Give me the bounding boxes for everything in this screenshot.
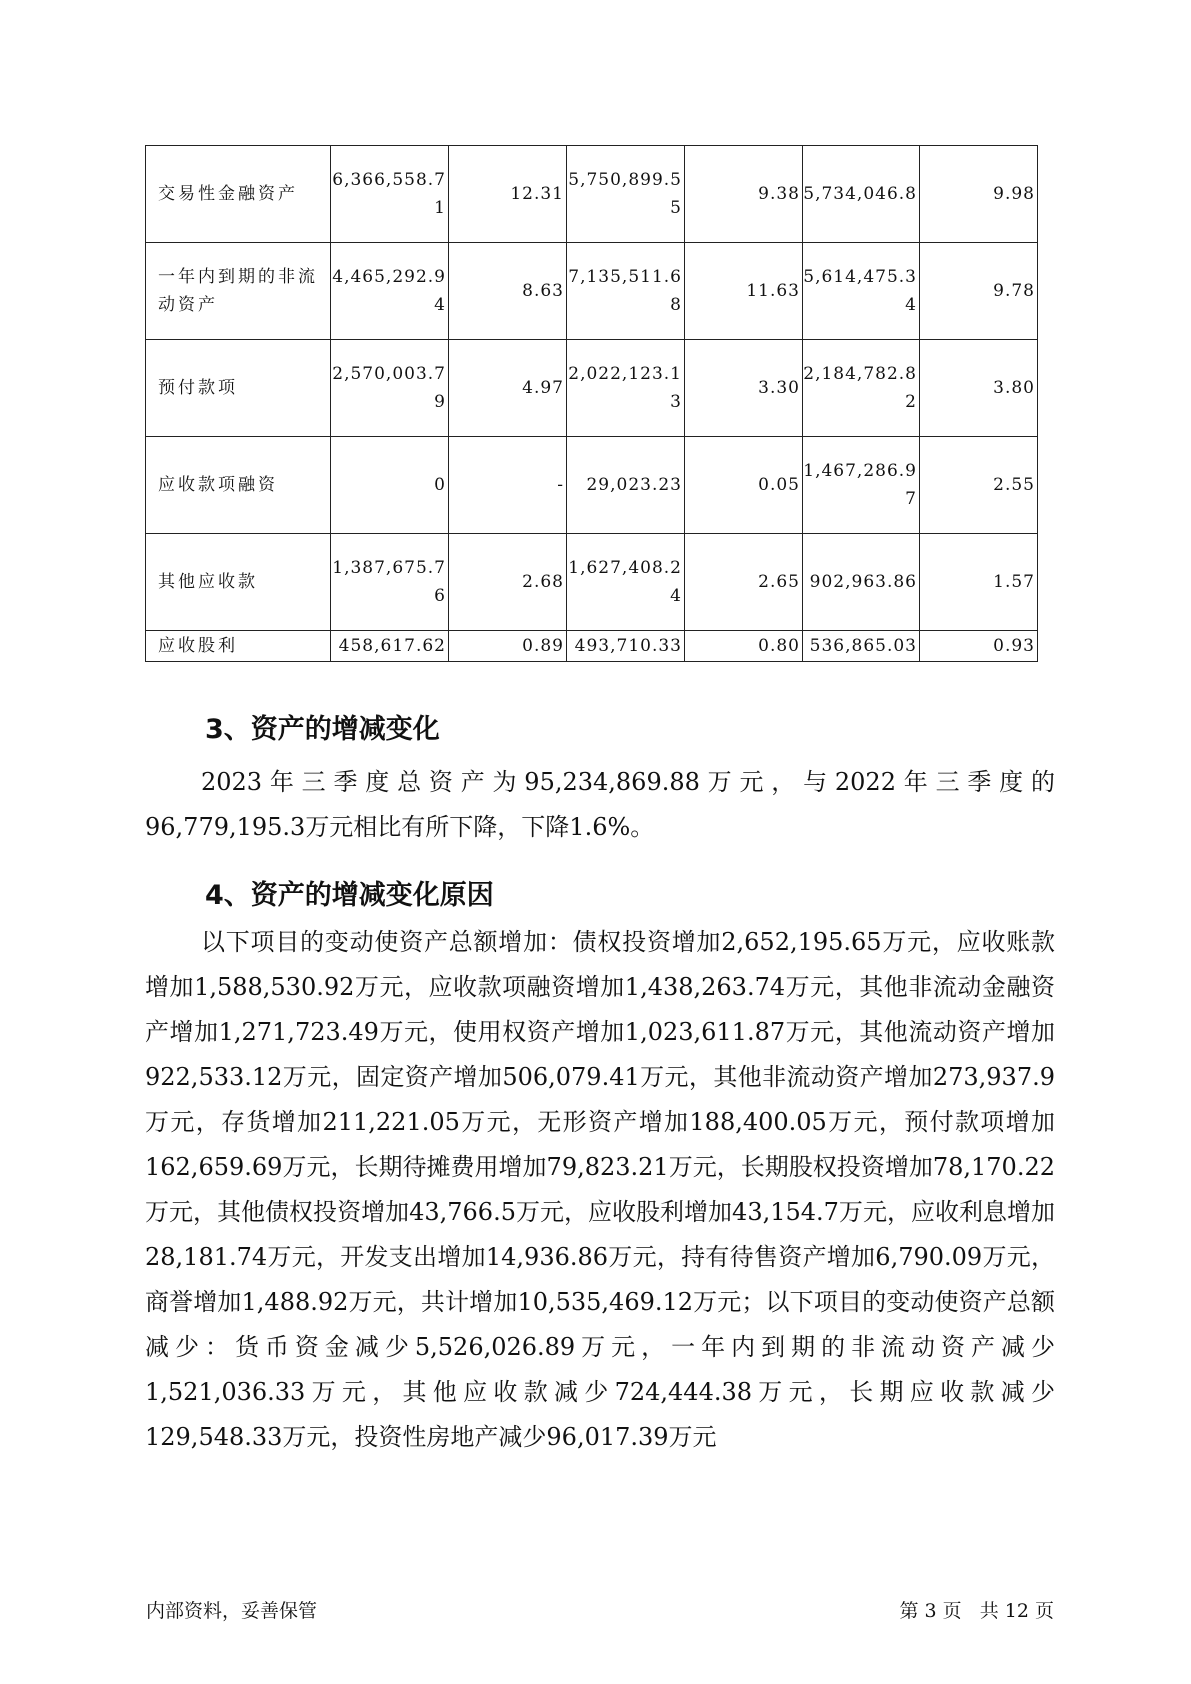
percent-cell: 11.63 — [685, 243, 803, 340]
value-cell: 2,570,003.79 — [331, 340, 449, 437]
value-cell: 1,467,286.97 — [803, 437, 920, 534]
table-row — [146, 340, 1038, 437]
percent-cell: 1.57 — [920, 534, 1038, 631]
page-number: 第 3 页 共 12 页 — [899, 1600, 1054, 1622]
section-heading: 3、资产的增减变化 — [205, 714, 440, 745]
value-cell: 493,710.33 — [567, 631, 685, 662]
value-cell: 1,627,408.24 — [567, 534, 685, 631]
value-cell: 5,750,899.55 — [567, 146, 685, 243]
percent-cell: 3.80 — [920, 340, 1038, 437]
percent-cell: 12.31 — [449, 146, 567, 243]
table-row — [146, 631, 1038, 662]
paragraph: 2023年三季度总资产为95,234,869.88万元，与2022年三季度的96,779,195.3万元相比有所下降，下降1.6%。 — [145, 768, 1055, 841]
value-cell: 2,022,123.13 — [567, 340, 685, 437]
row-name: 交易性金融资产 — [146, 146, 331, 243]
row-name: 预付款项 — [146, 340, 331, 437]
value-cell: 536,865.03 — [803, 631, 920, 662]
value-cell: 4,465,292.94 — [331, 243, 449, 340]
percent-cell: 0.89 — [449, 631, 567, 662]
percent-cell: 3.30 — [685, 340, 803, 437]
percent-cell: 0.93 — [920, 631, 1038, 662]
table-row — [146, 243, 1038, 340]
asset-table — [145, 145, 1038, 662]
percent-cell: 9.78 — [920, 243, 1038, 340]
percent-cell: 4.97 — [449, 340, 567, 437]
table-row — [146, 146, 1038, 243]
row-name: 一年内到期的非流动资产 — [146, 243, 331, 340]
value-cell: 5,614,475.34 — [803, 243, 920, 340]
value-cell: 902,963.86 — [803, 534, 920, 631]
percent-cell: 0.80 — [685, 631, 803, 662]
value-cell: 29,023.23 — [567, 437, 685, 534]
percent-cell: 0.05 — [685, 437, 803, 534]
row-name: 其他应收款 — [146, 534, 331, 631]
value-cell: 458,617.62 — [331, 631, 449, 662]
value-cell: 6,366,558.71 — [331, 146, 449, 243]
paragraph: 以下项目的变动使资产总额增加：债权投资增加2,652,195.65万元，应收账款增加1,588,530.92万元，应收款项融资增加1,438,263.74万元，其他非流动金融资产增加1,271,723.49万元，使用权资产增加1,023,611.87万元，其他流动资产增加922,533.12万元，固定资产增加506,079.41万元，其他非流动资产增加273,937.9万元，存货增加211,221.05万元，无形资产增加188,400.05万元，预付款项增加162,659.69万元，长期待摊费用增加79,823.21万元，长期股权投资增加78,170.22万元，其他债权投资增加43,766.5万元，应收股利增加43,154.7万元，应收利息增加28,181.74万元，开发支出增加14,936.86万元，持有待售资产增加6,790.09万元，商誉增加1,488.92万元，共计增加10,535,469.12万元；以下项目的变动使资产总额减少：货币资金减少5,526,026.89万元，一年内到期的非流动资产减少1,521,036.33万元，其他应收款减少724,444.38万元，长期应收款减少129,548.33万元，投资性房地产减少96,017.39万元 — [145, 928, 1055, 1451]
row-name: 应收款项融资 — [146, 437, 331, 534]
row-name: 应收股利 — [146, 631, 331, 662]
percent-cell: 8.63 — [449, 243, 567, 340]
section-heading: 4、资产的增减变化原因 — [205, 880, 494, 911]
value-cell: 7,135,511.68 — [567, 243, 685, 340]
value-cell: 1,387,675.76 — [331, 534, 449, 631]
percent-cell: 2.68 — [449, 534, 567, 631]
percent-cell: 2.65 — [685, 534, 803, 631]
table-row — [146, 534, 1038, 631]
table-row — [146, 437, 1038, 534]
percent-cell: 9.38 — [685, 146, 803, 243]
percent-cell: 2.55 — [920, 437, 1038, 534]
percent-cell: 9.98 — [920, 146, 1038, 243]
value-cell: 0 — [331, 437, 449, 534]
value-cell: 5,734,046.8 — [803, 146, 920, 243]
footer-note: 内部资料，妥善保管 — [146, 1600, 318, 1622]
value-cell: 2,184,782.82 — [803, 340, 920, 437]
percent-cell: - — [449, 437, 567, 534]
